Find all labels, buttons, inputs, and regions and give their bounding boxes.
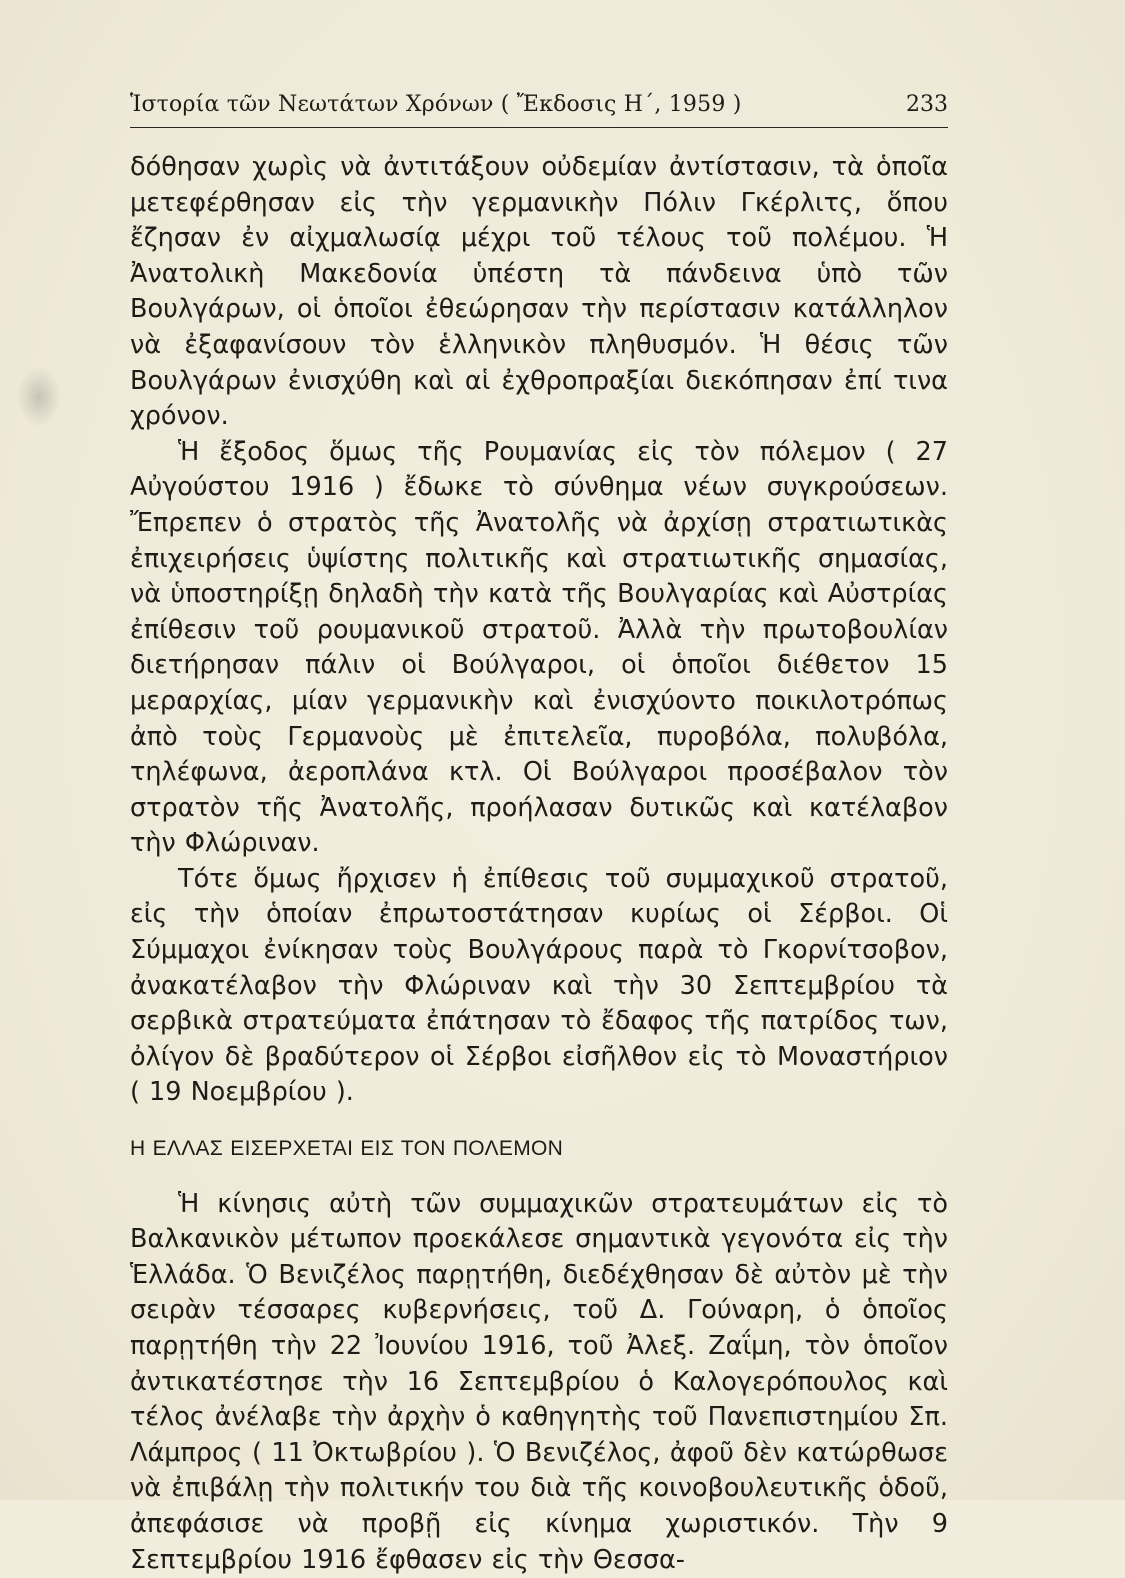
paper-stain	[18, 368, 60, 426]
paragraph: Τότε ὅμως ἤρχισεν ἡ ἐπίθεσις τοῦ συμμαχικοῦ στρατοῦ, εἰς τὴν ὁποίαν ἐπρωτοστάτησαν κυρίως οἱ Σέρβοι. Οἱ Σύμμαχοι ἐνίκησαν τοὺς Βουλγάρους παρὰ τὸ Γκορνίτσοβον, ἀνακατέλαβον τὴν Φλώριναν καὶ τὴν 30 Σεπτεμβρίου τὰ σερβικὰ στρατεύματα ἐπάτησαν τὸ ἔδαφος τῆς πατρίδος των, ὀλίγον δὲ βραδύτερον οἱ Σέρβοι εἰσῆλθον εἰς τὸ Μοναστήριον ( 19 Νοεμβρίου ).	[130, 863, 948, 1108]
paragraph: Ἡ κίνησις αὐτὴ τῶν συμμαχικῶν στρατευμάτων εἰς τὸ Βαλκανικὸν μέτωπον προεκάλεσε σημαντικὰ γεγονότα εἰς τὴν Ἑλλάδα. Ὁ Βενιζέλος παρῃτήθη, διεδέχθησαν δὲ αὐτὸν μὲ τὴν σειρὰν τέσσαρες κυβερνήσεις, τοῦ Δ. Γούναρη, ὁ ὁποῖος παρῃτήθη τὴν 22 Ἰουνίου 1916, τοῦ Ἀλεξ. Ζαΐμη, τὸν ὁποῖον ἀντικατέστησε τὴν 16 Σεπτεμβρίου ὁ Καλογερόπουλος καὶ τέλος ἀνέλαβε τὴν ἀρχὴν ὁ καθηγητὴς τοῦ Πανεπιστημίου Σπ. Λάμπρος ( 11 Ὀκτωβρίου ). Ὁ Βενιζέλος, ἀφοῦ δὲν κατώρθωσε νὰ ἐπιβάλῃ τὴν πολιτικήν του διὰ τῆς κοινοβουλευτικῆς ὁδοῦ, ἀπεφάσισε νὰ προβῇ εἰς κίνημα χωριστικόν. Τὴν 9 Σεπτεμβρίου 1916 ἔφθασεν εἰς τὴν Θεσσα-	[130, 1188, 948, 1575]
paragraph: Ἡ ἔξοδος ὅμως τῆς Ρουμανίας εἰς τὸν πόλεμον ( 27 Αὐγούστου 1916 ) ἔδωκε τὸ σύνθημα νέων συγκρούσεων. Ἔπρεπεν ὁ στρατὸς τῆς Ἀνατολῆς νὰ ἀρχίσῃ στρατιωτικὰς ἐπιχειρήσεις ὑψίστης πολιτικῆς καὶ στρατιωτικῆς σημασίας, νὰ ὑποστηρίξῃ δηλαδὴ τὴν κατὰ τῆς Βουλγαρίας καὶ Αὐστρίας ἐπίθεσιν τοῦ ρουμανικοῦ στρατοῦ. Ἀλλὰ τὴν πρωτοβουλίαν διετήρησαν πάλιν οἱ Βούλγαροι, οἱ ὁποῖοι διέθετον 15 μεραρχίας, μίαν γερμανικὴν καὶ ἐνισχύοντο ποικιλοτρόπως ἀπὸ τοὺς Γερμανοὺς μὲ ἐπιτελεῖα, πυροβόλα, πολυβόλα, τηλέφωνα, ἀεροπλάνα κτλ. Οἱ Βούλγαροι προσέβαλον τὸν στρατὸν τῆς Ἀνατολῆς, προήλασαν δυτικῶς καὶ κατέλαβον τὴν Φλώριναν.	[130, 436, 948, 859]
running-header	[130, 92, 948, 132]
body-text	[130, 150, 948, 1578]
page-number: 233	[906, 92, 948, 117]
header-title: Ἱστορία τῶν Νεωτάτων Χρόνων ( Ἔκδοσις Η΄, 1959 )	[130, 92, 742, 117]
header-rule	[130, 127, 948, 128]
section-heading: Η ΕΛΛΑΣ ΕΙΣΕΡΧΕΤΑΙ ΕΙΣ ΤΟΝ ΠΟΛΕΜΟΝ	[130, 1137, 564, 1161]
paragraph-continued: δόθησαν χωρὶς νὰ ἀντιτάξουν οὐδεμίαν ἀντίστασιν, τὰ ὁποῖα μετεφέρθησαν εἰς τὴν γερμανικὴν Πόλιν Γκέρλιτς, ὅπου ἔζησαν ἐν αἰχμαλωσίᾳ μέχρι τοῦ τέλους τοῦ πολέμου. Ἡ Ἀνατολικὴ Μακεδονία ὑπέστη τὰ πάνδεινα ὑπὸ τῶν Βουλγάρων, οἱ ὁποῖοι ἐθεώρησαν τὴν περίστασιν κατάλληλον νὰ ἐξαφανίσουν τὸν ἑλληνικὸν πληθυσμόν. Ἡ θέσις τῶν Βουλγάρων ἐνισχύθη καὶ αἱ ἐχθροπραξίαι διεκόπησαν ἐπί τινα χρόνον.	[130, 152, 948, 432]
